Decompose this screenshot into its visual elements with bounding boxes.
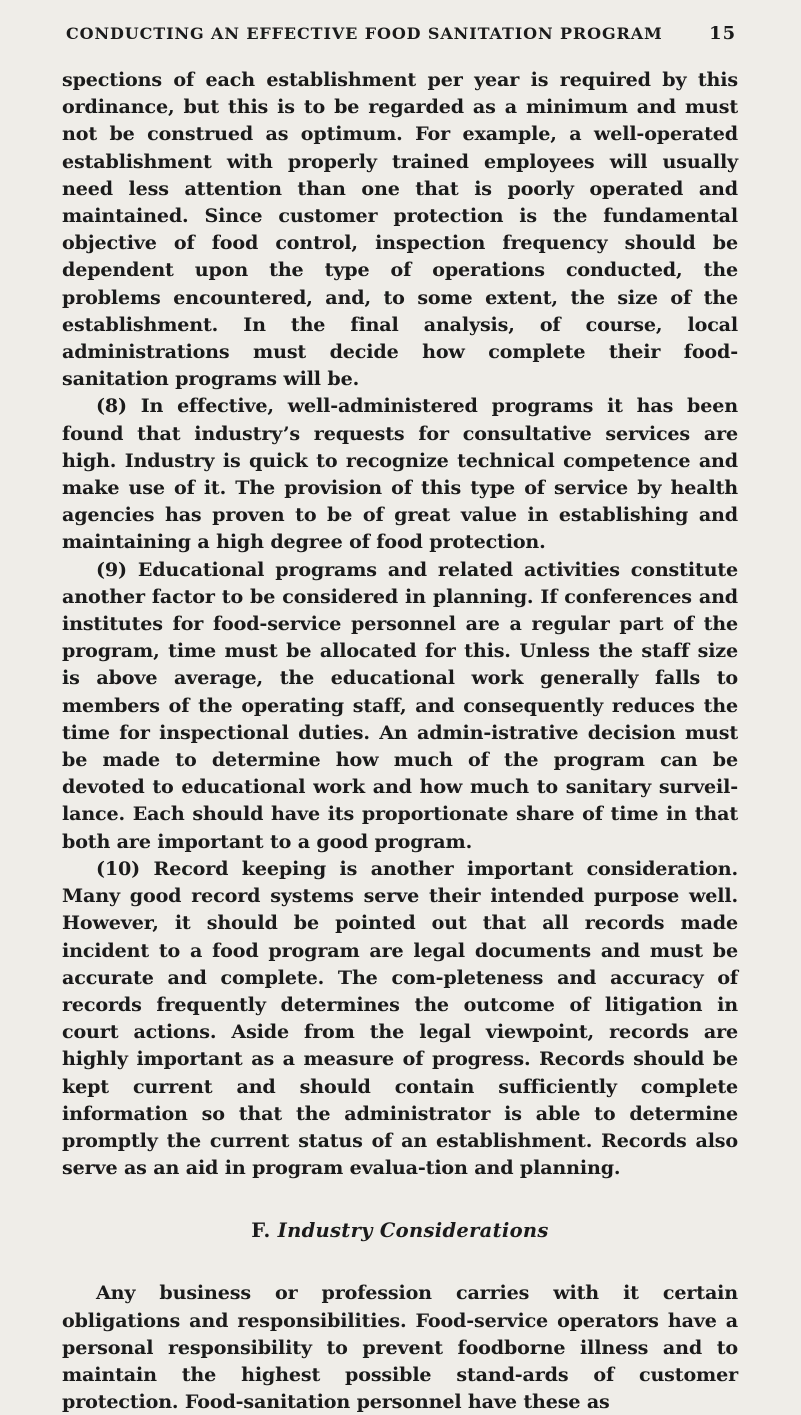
paragraph-item-9: (9) Educational programs and related activities constitute another factor to be considered in planning. If conferences and institutes for food-service personnel are a regular part of the program, time must be allocated for this. Unless the staff size is above average, the educational work generally falls to members of the operating staff, and consequently reduces the time for inspectional duties. An admin-istrative decision must be made to determine how much of the program can be devoted to educational work and how much to sanitary surveil-lance. Each should have its proportionate share of time in that both are important to a good program. <box>62 557 738 853</box>
paragraph-continuation: spections of each establishment per year is required by this ordinance, but this is to be regarded as a minimum and must not be construed as optimum. For example, a well-operated establishment with properly trained employees will usually need less attention than one that is poorly operated and maintained. Since customer protection is the fundamental objective of food control, inspection frequency should be dependent upon the type of operations conducted, the problems encountered, and, to some extent, the size of the establishment. In the final analysis, of course, local administrations must decide how complete their food-sanitation programs will be. <box>62 68 738 391</box>
running-head-title: CONDUCTING AN EFFECTIVE FOOD SANITATION PROGRAM <box>66 24 663 43</box>
section-heading <box>62 1217 738 1245</box>
paragraph-industry: Any business or profession carries with it certain obligations and responsibilities. Food-service operators have a personal responsibility to prevent foodborne illness and to maintain the highest possible stand-ards of customer protection. Food-sanitation personnel have these as <box>62 1281 738 1414</box>
section-title: Industry Considerations <box>277 1219 549 1243</box>
page-number: 15 <box>709 23 736 44</box>
paragraph-item-10: (10) Record keeping is another important consideration. Many good record systems serve their intended purpose well. However, it should be pointed out that all records made incident to a food program are legal documents and must be accurate and complete. The com-pleteness and accuracy of records frequently determines the outcome of litigation in court actions. Aside from the legal viewpoint, records are highly important as a measure of progress. Records should be kept current and should contain sufficiently complete information so that the administrator is able to determine promptly the current status of an establishment. Records also serve as an aid in program evalua-tion and planning. <box>62 856 738 1180</box>
paragraph-item-8: (8) In effective, well-administered programs it has been found that industry’s requests for consultative services are high. Industry is quick to recognize technical competence and make use of it. The provision of this type of service by health agencies has proven to be of great value in establishing and maintaining a high degree of food protection. <box>62 394 738 554</box>
section-letter: F. <box>251 1219 271 1243</box>
body-text <box>62 66 738 1415</box>
running-head <box>66 22 738 46</box>
